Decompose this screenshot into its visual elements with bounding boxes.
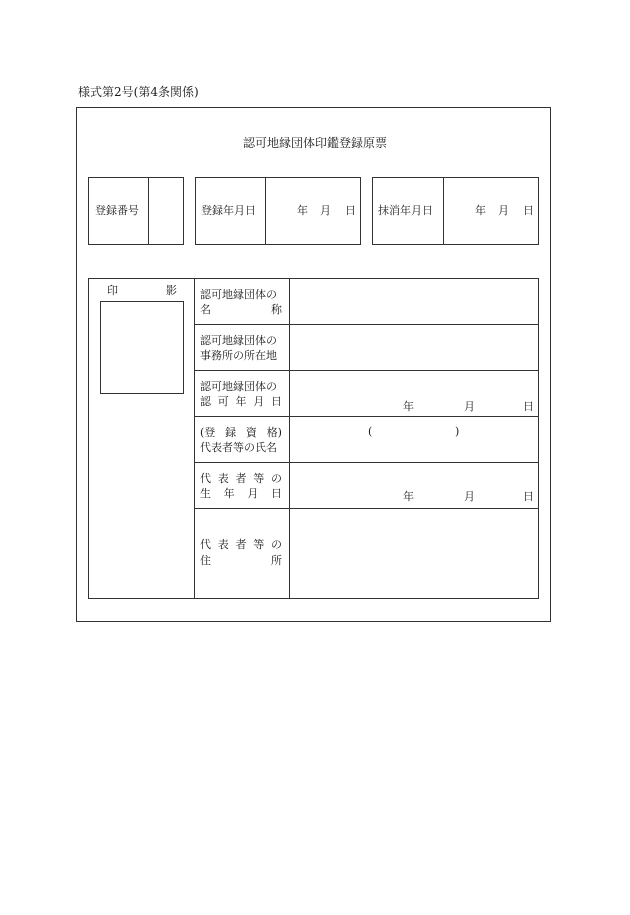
approval-date-field[interactable] <box>291 372 537 415</box>
year-label: 年 <box>403 490 414 503</box>
office-address-label-line1: 認可地縁団体の <box>200 334 277 347</box>
day-label: 日 <box>523 400 534 413</box>
month-label: 月 <box>498 204 509 217</box>
divider <box>265 177 266 245</box>
divider <box>443 177 444 245</box>
representative-birth-label-line1: 代 表 者 等 の <box>200 472 282 485</box>
registration-number-label: 登録番号 <box>95 204 139 217</box>
approval-date-label-line2: 認 可 年 月 日 <box>200 395 282 408</box>
group-name-label-char-a: 名 <box>200 303 211 316</box>
qualification-paren-close: ) <box>455 425 460 438</box>
representative-address-label-char-b: 所 <box>271 554 282 567</box>
group-name-label-char-b: 称 <box>271 303 282 316</box>
form-title: 認可地縁団体印鑑登録原票 <box>242 136 387 150</box>
group-name-label-line1: 認可地縁団体の <box>200 288 277 301</box>
year-label: 年 <box>475 204 486 217</box>
month-label: 月 <box>320 204 331 217</box>
office-address-field[interactable] <box>291 326 537 369</box>
representative-birth-field[interactable] <box>291 464 537 507</box>
row-divider <box>194 370 539 371</box>
representative-name-label-line1: (登 録 資 格) <box>200 426 282 439</box>
representative-address-label-line1: 代 表 者 等 の <box>200 538 282 551</box>
representative-address-field[interactable] <box>291 510 537 598</box>
representative-name-label-line2: 代表者等の氏名 <box>200 441 277 454</box>
qualification-paren-open: ( <box>368 425 373 438</box>
approval-date-label-line1: 認可地縁団体の <box>200 380 277 393</box>
month-label: 月 <box>464 400 475 413</box>
row-divider <box>194 416 539 417</box>
seal-label-left: 印 <box>107 284 118 297</box>
year-label: 年 <box>297 204 308 217</box>
seal-impression-box[interactable] <box>100 301 184 394</box>
registration-date-label: 登録年月日 <box>201 204 256 217</box>
divider <box>148 177 149 245</box>
representative-name-field[interactable] <box>291 418 537 461</box>
representative-birth-label-line2: 生 年 月 日 <box>200 487 282 500</box>
registration-number-field[interactable] <box>150 179 182 243</box>
row-divider <box>194 462 539 463</box>
day-label: 日 <box>523 204 534 217</box>
divider <box>289 278 290 599</box>
row-divider <box>194 508 539 509</box>
year-label: 年 <box>403 400 414 413</box>
row-divider <box>194 324 539 325</box>
day-label: 日 <box>523 490 534 503</box>
form-label: 様式第2号(第4条関係) <box>78 85 199 99</box>
group-name-field[interactable] <box>291 280 537 323</box>
month-label: 月 <box>464 490 475 503</box>
divider <box>194 278 195 599</box>
office-address-label-line2: 事務所の所在地 <box>200 349 277 362</box>
representative-address-label-char-a: 住 <box>200 554 211 567</box>
seal-label-right: 影 <box>166 284 177 297</box>
cancellation-date-label: 抹消年月日 <box>378 204 433 217</box>
day-label: 日 <box>345 204 356 217</box>
